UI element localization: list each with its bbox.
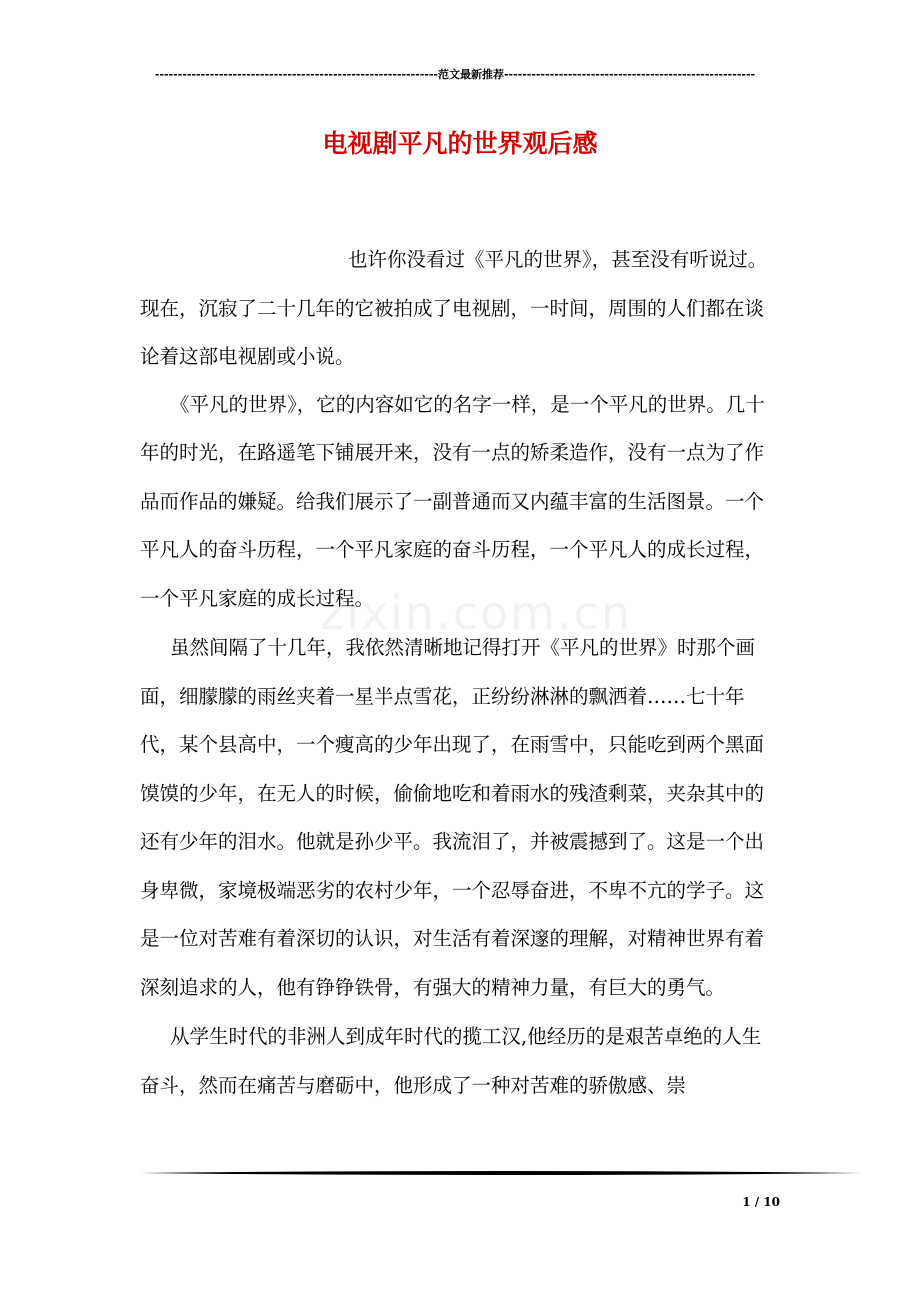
paragraph-2: 《平凡的世界》，它的内容如它的名字一样，是一个平凡的世界。几十年的时光，在路遥笔下铺展开来，没有一点的矫柔造作，没有一点为了作品而作品的嫌疑。给我们展示了一副普通而又内蕴丰富的生活图景。一个平凡人的奋斗历程，一个平凡家庭的奋斗历程，一个平凡人的成长过程，一个平凡家庭的成长过程。 bbox=[140, 392, 765, 610]
document-title: 电视剧平凡的世界观后感 bbox=[322, 129, 598, 158]
page-header: --------------------------------------------------------------范文最新推荐------------------------------------------------------- bbox=[154, 68, 756, 81]
document-body bbox=[140, 236, 780, 1110]
page-number: 1 / 10 bbox=[742, 1195, 780, 1209]
paragraph-3: 虽然间隔了十几年，我依然清晰地记得打开《平凡的世界》时那个画面，细朦朦的雨丝夹着一星半点雪花，正纷纷淋淋的飘洒着……七十年代，某个县高中，一个瘦高的少年出现了，在雨雪中，只能吃到两个黑面馍馍的少年，在无人的时候，偷偷地吃和着雨水的残渣剩菜，夹杂其中的还有少年的泪水。他就是孙少平。我流泪了，并被震撼到了。这是一个出身卑微，家境极端恶劣的农村少年，一个忍辱奋进，不卑不亢的学子。这是一位对苦难有着深切的认识，对生活有着深邃的理解，对精神世界有着深刻追求的人，他有铮铮铁骨，有强大的精神力量，有巨大的勇气。 bbox=[140, 636, 765, 999]
paragraph-1: 也许你没看过《平凡的世界》，甚至没有听说过。现在，沉寂了二十几年的它被拍成了电视剧，一时间，周围的人们都在谈论着这部电视剧或小说。 bbox=[140, 248, 768, 368]
paragraph-4: 从学生时代的非洲人到成年时代的揽工汉,他经历的是艰苦卓绝的人生奋斗，然而在痛苦与磨砺中，他形成了一种对苦难的骄傲感、崇 bbox=[140, 1025, 762, 1097]
footer-divider bbox=[140, 1170, 862, 1176]
watermark: zixin.com.cn bbox=[320, 586, 633, 640]
